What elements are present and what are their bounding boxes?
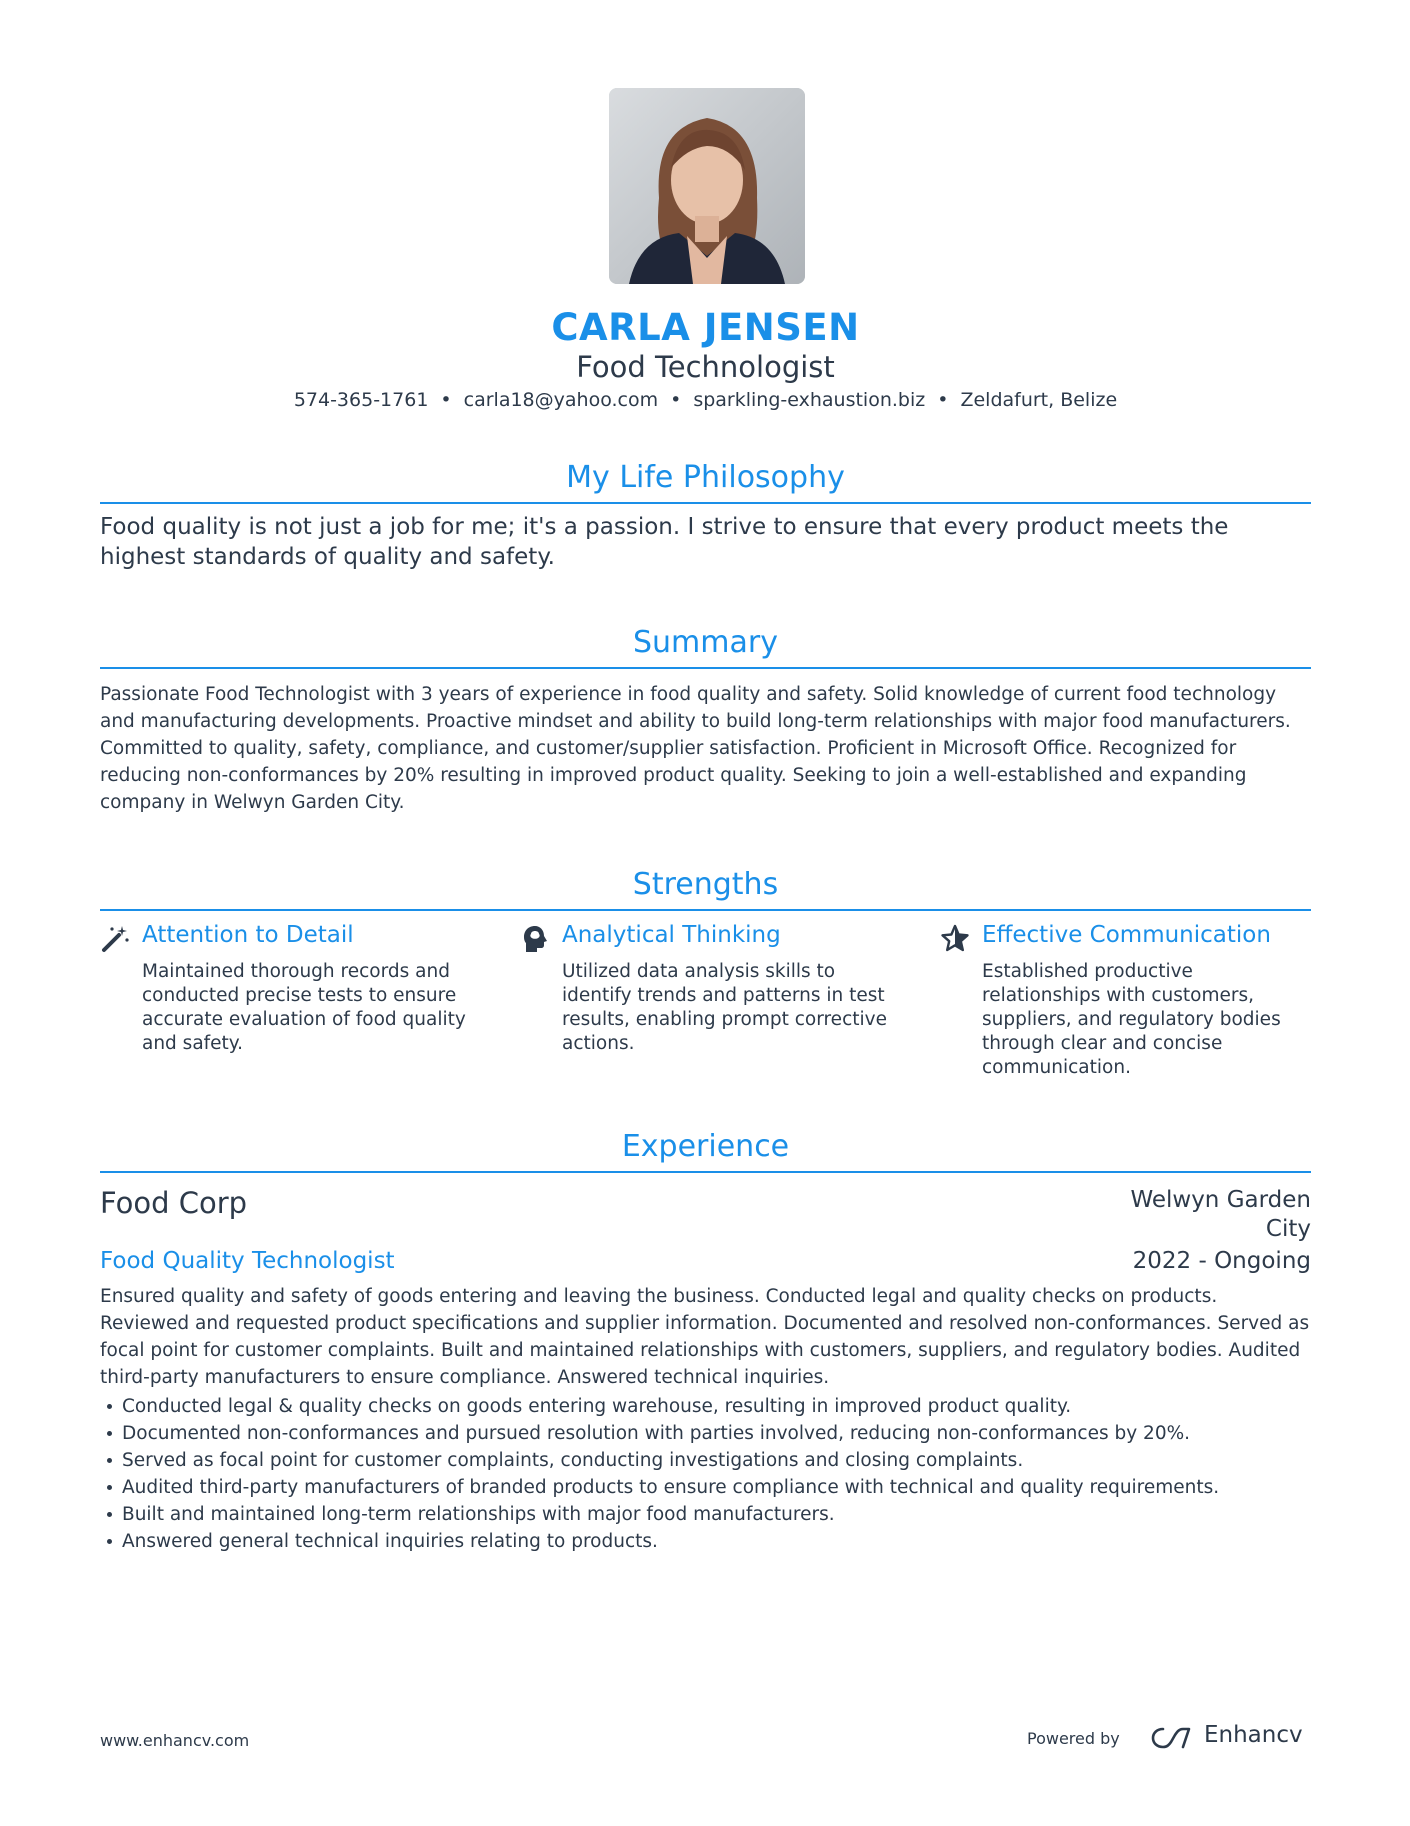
section-heading-strengths: Strengths (632, 867, 779, 902)
achievement-list (100, 1393, 1311, 1555)
separator-dot: • (670, 389, 682, 411)
candidate-title: Food Technologist (576, 350, 835, 384)
section-divider (100, 1171, 1311, 1173)
section-divider (100, 502, 1311, 504)
bullet-icon (107, 1512, 112, 1517)
bullet-icon (107, 1431, 112, 1436)
email-link[interactable]: carla18@yahoo.com (463, 389, 659, 411)
strength-description: Established productive relationships with customers, suppliers, and regulatory bodies through clear and concise communication. (982, 961, 1281, 1078)
star-icon (940, 924, 970, 954)
list-item: Conducted legal & quality checks on goods entering warehouse, resulting in improved product quality. (100, 1393, 1311, 1420)
footer-website-link[interactable]: www.enhancv.com (100, 1731, 250, 1750)
philosophy-text: Food quality is not just a job for me; it's a passion. I strive to ensure that every product meets the highest standards of quality and safety. (100, 514, 1229, 570)
contact-line (100, 389, 1311, 411)
portrait-illustration (609, 88, 805, 284)
phone-text: 574-365-1761 (293, 389, 429, 411)
list-item: Served as focal point for customer complaints, conducting investigations and closing complaints. (100, 1447, 1311, 1474)
job-location: Welwyn Garden City (1130, 1187, 1311, 1242)
bullet-icon (107, 1539, 112, 1544)
strength-description: Utilized data analysis skills to identify trends and patterns in test results, enabling prompt corrective actions. (562, 961, 887, 1054)
separator-dot: • (440, 389, 452, 411)
bullet-icon (107, 1458, 112, 1463)
strength-description: Maintained thorough records and conducted precise tests to ensure accurate evaluation of food quality and safety. (142, 961, 466, 1054)
website-link[interactable]: sparkling-exhaustion.biz (693, 389, 926, 411)
enhancv-logo-icon (1148, 1723, 1194, 1753)
job-dates: 2022 - Ongoing (1132, 1248, 1311, 1274)
profile-photo (609, 88, 805, 284)
job-role: Food Quality Technologist (100, 1248, 395, 1274)
list-item: Audited third-party manufacturers of branded products to ensure compliance with technical and quality requirements. (100, 1474, 1311, 1501)
summary-text: Passionate Food Technologist with 3 years of experience in food quality and safety. Solid knowledge of current food technology and manufacturing developments. Proactive mindset and ability to build long-term relationships with major food manufacturers. Committed to quality, safety, compliance, and customer/supplier satisfaction. Proficient in Microsoft Office. Recognized for reducing non-conformances by 20% resulting in improved product quality. Seeking to join a well-established and expanding company in Welwyn Garden City. (100, 684, 1291, 813)
strength-title: Analytical Thinking (562, 922, 781, 948)
section-heading-philosophy: My Life Philosophy (566, 460, 845, 495)
job-description: Ensured quality and safety of goods entering and leaving the business. Conducted legal and quality checks on products. Reviewed and requested product specifications and supplier information. Documented and resolved non-conformances. Served as focal point for customer complaints. Built and maintained relationships with customers, suppliers, and regulatory bodies. Audited third-party manufacturers to ensure compliance. Answered technical inquiries. (100, 1286, 1310, 1388)
company-name: Food Corp (100, 1186, 248, 1220)
section-divider (100, 667, 1311, 669)
list-item: Answered general technical inquiries relating to products. (100, 1528, 1311, 1555)
bullet-icon (107, 1404, 112, 1409)
list-item: Documented non-conformances and pursued resolution with parties involved, reducing non-conformances by 20%. (100, 1420, 1311, 1447)
section-heading-experience: Experience (621, 1129, 790, 1164)
head-brain-icon (520, 924, 550, 954)
location-text: Zeldafurt, Belize (960, 389, 1118, 411)
list-item: Built and maintained long-term relationships with major food manufacturers. (100, 1501, 1311, 1528)
powered-by-label: Powered by (1027, 1729, 1120, 1748)
separator-dot: • (937, 389, 949, 411)
resume-page (100, 0, 1311, 1826)
strength-title: Effective Communication (982, 922, 1271, 948)
section-divider (100, 909, 1311, 911)
magic-wand-icon (100, 924, 130, 954)
enhancv-brand-name: Enhancv (1204, 1722, 1303, 1748)
section-heading-summary: Summary (633, 625, 778, 660)
bullet-icon (107, 1485, 112, 1490)
candidate-name: CARLA JENSEN (551, 306, 860, 349)
strength-title: Attention to Detail (142, 922, 354, 948)
